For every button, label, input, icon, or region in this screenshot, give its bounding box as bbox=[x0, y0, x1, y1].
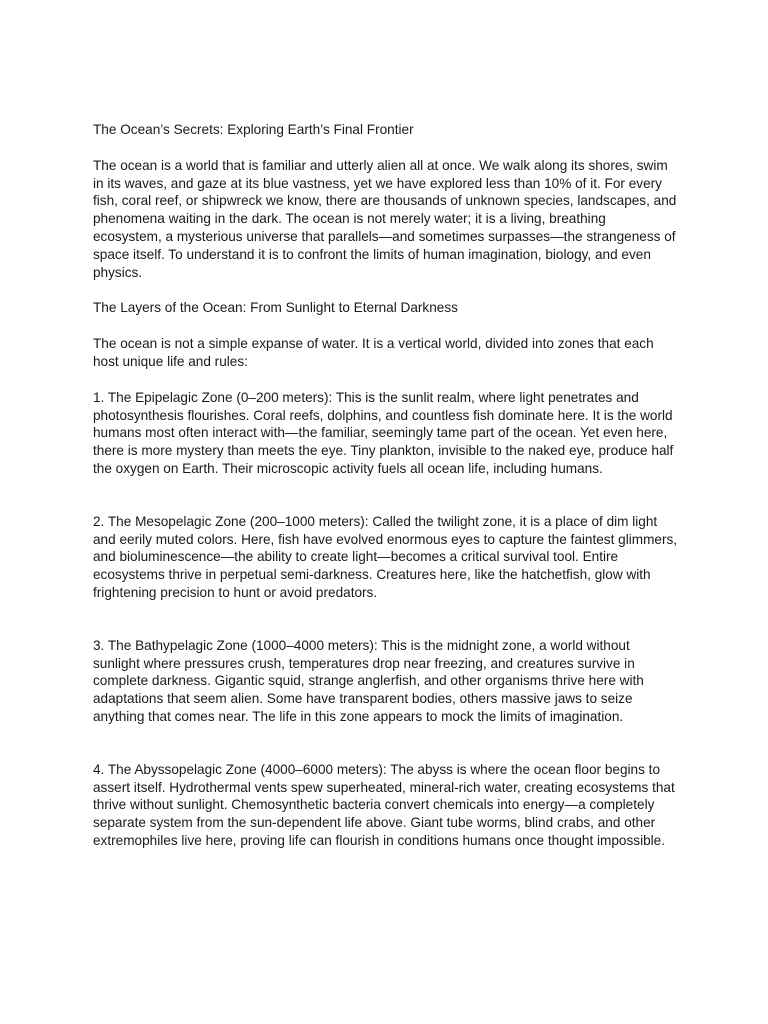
paragraph-spacer bbox=[93, 726, 678, 761]
intro-paragraph: The ocean is a world that is familiar and utterly alien all at once. We walk along its shores, swim in its waves, and gaze at its blue vastness, yet we have explored less than 10% of it. For every fish, coral reef, or shipwreck we know, there are thousands of unknown species, landscapes, and phenomena waiting in the dark. The ocean is not merely water; it is a living, breathing ecosystem, a mysterious universe that parallels—and sometimes surpasses—the strangeness of space itself. To understand it is to confront the limits of human imagination, biology, and even physics. bbox=[93, 157, 677, 280]
document-title: The Ocean’s Secrets: Exploring Earth’s Final Frontier bbox=[93, 122, 414, 137]
zone-paragraph-mesopelagic: 2. The Mesopelagic Zone (200–1000 meters): Called the twilight zone, it is a place of dim light and eerily muted colors. Here, fish have evolved enormous eyes to capture the faintest glimmers, and bioluminescence—the ability to create light—becomes a critical survival tool. Entire ecosystems thrive in perpetual semi-darkness. Creatures here, like the hatchetfish, glow with frightening precision to hunt or avoid predators. bbox=[93, 513, 678, 600]
document-body bbox=[93, 121, 678, 850]
paragraph-spacer bbox=[93, 281, 678, 299]
paragraph-spacer bbox=[93, 478, 678, 513]
section-heading: The Layers of the Ocean: From Sunlight to Eternal Darkness bbox=[93, 300, 458, 316]
zone-paragraph-epipelagic: 1. The Epipelagic Zone (0–200 meters): This is the sunlit realm, where light penetrates and photosynthesis flourishes. Coral reefs, dolphins, and countless fish dominate here. It is the world humans most often interact with—the familiar, seemingly tame part of the ocean. Yet even here, there is more mystery than meets the eye. Tiny plankton, invisible to the naked eye, produce half the oxygen on Earth. Their microscopic activity fuels all ocean life, including humans. bbox=[93, 389, 674, 476]
paragraph-spacer bbox=[93, 139, 678, 157]
zone-paragraph-abyssopelagic: 4. The Abyssopelagic Zone (4000–6000 meters): The abyss is where the ocean floor begins to assert itself. Hydrothermal vents spew superheated, mineral-rich water, creating ecosystems that thrive without sunlight. Chemosynthetic bacteria convert chemicals into energy—a completely separate system from the sun-dependent life above. Giant tube worms, blind crabs, and other extremophiles live here, proving life can flourish in conditions humans once thought impossible. bbox=[93, 761, 675, 848]
paragraph-spacer bbox=[93, 317, 678, 335]
paragraph-spacer bbox=[93, 602, 678, 637]
section-intro-paragraph: The ocean is not a simple expanse of water. It is a vertical world, divided into zones that each host unique life and rules: bbox=[93, 336, 654, 369]
paragraph-spacer bbox=[93, 371, 678, 389]
zone-paragraph-bathypelagic: 3. The Bathypelagic Zone (1000–4000 meters): This is the midnight zone, a world without sunlight where pressures crush, temperatures drop near freezing, and creatures survive in complete darkness. Gigantic squid, strange anglerfish, and other organisms thrive here with adaptations that seem alien. Some have transparent bodies, others massive jaws to seize anything that comes near. The life in this zone appears to mock the limits of imagination. bbox=[93, 637, 644, 724]
